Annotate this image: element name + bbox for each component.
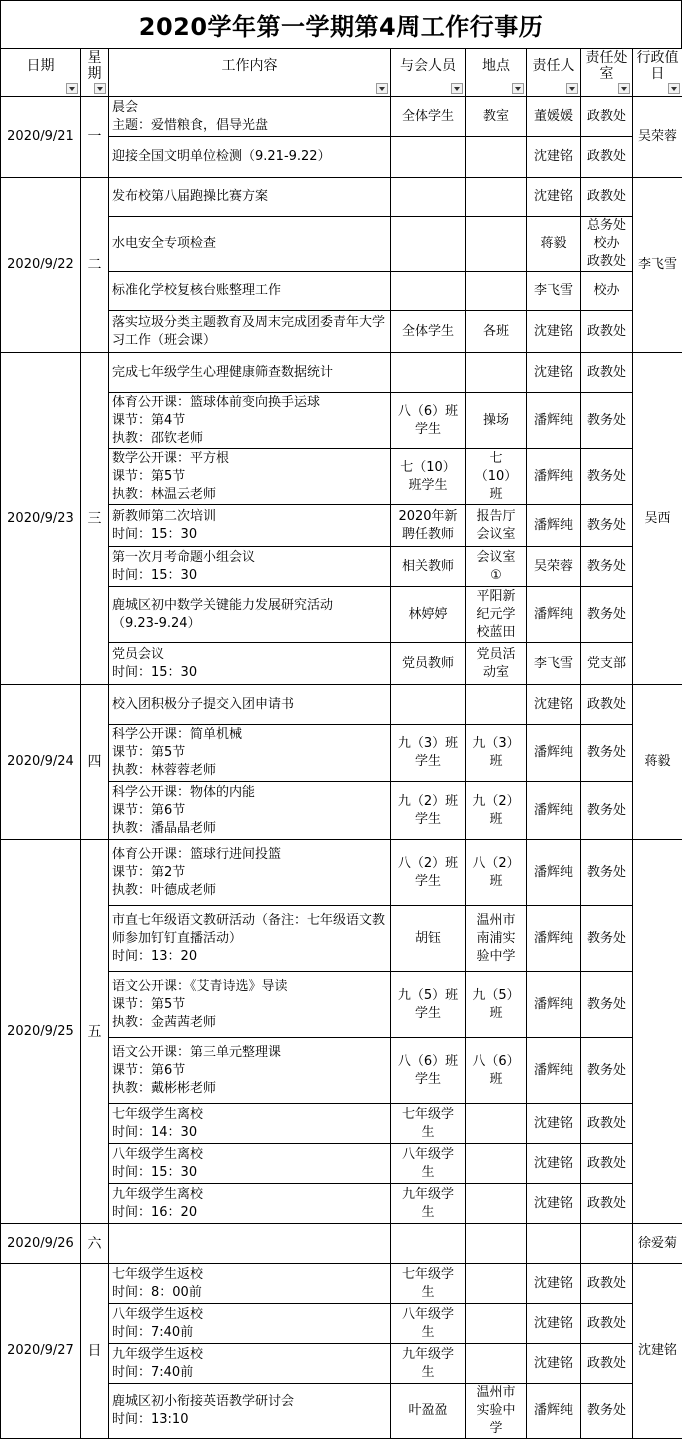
location-cell[interactable] — [466, 353, 527, 393]
duty-officer-cell[interactable]: 沈建铭 — [633, 1264, 682, 1439]
dept-cell[interactable]: 教务处 — [581, 393, 633, 449]
weekday-cell[interactable]: 一 — [81, 97, 109, 178]
work-content-cell[interactable]: 鹿城区初中数学关键能力发展研究活动 （9.23-9.24） — [109, 587, 391, 643]
table-row — [1, 97, 682, 137]
dept-cell[interactable]: 教务处 — [581, 587, 633, 643]
attendees-cell[interactable]: 相关教师 — [391, 547, 466, 587]
dept-cell[interactable]: 政教处 — [581, 1344, 633, 1384]
date-cell[interactable]: 2020/9/27 — [1, 1264, 81, 1439]
work-content-cell[interactable]: 语文公开课：《艾青诗选》导读 课节：第5节 执教：金茜茜老师 — [109, 972, 391, 1038]
work-content-cell[interactable] — [109, 1224, 391, 1264]
work-content-cell[interactable]: 党员会议 时间：15：30 — [109, 643, 391, 685]
work-content-cell[interactable]: 科学公开课：简单机械 课节：第5节 执教：林蓉蓉老师 — [109, 725, 391, 782]
attendees-cell[interactable] — [391, 353, 466, 393]
duty-officer-cell[interactable]: 李飞雪 — [633, 178, 682, 353]
responsible-cell[interactable]: 沈建铭 — [527, 1264, 581, 1304]
dept-cell[interactable]: 政教处 — [581, 685, 633, 725]
table-row — [1, 353, 682, 393]
column-header-weekday: 星期 — [81, 49, 109, 97]
weekday-cell[interactable]: 六 — [81, 1224, 109, 1264]
column-header-location: 地点 — [466, 49, 527, 97]
responsible-cell[interactable]: 沈建铭 — [527, 353, 581, 393]
responsible-cell[interactable]: 潘辉纯 — [527, 782, 581, 840]
attendees-cell[interactable]: 九（5）班 学生 — [391, 972, 466, 1038]
location-cell[interactable]: 会议室 ① — [466, 547, 527, 587]
filter-dropdown-icon[interactable] — [668, 83, 680, 94]
schedule-table — [0, 48, 682, 1439]
column-header-responsible: 责任人 — [527, 49, 581, 97]
attendees-cell[interactable]: 八年级学 生 — [391, 1304, 466, 1344]
dept-cell[interactable]: 教务处 — [581, 725, 633, 782]
work-content-cell[interactable]: 科学公开课：物体的内能 课节：第6节 执教：潘晶晶老师 — [109, 782, 391, 840]
date-cell[interactable]: 2020/9/25 — [1, 840, 81, 1224]
location-cell[interactable] — [466, 217, 527, 272]
date-cell[interactable]: 2020/9/26 — [1, 1224, 81, 1264]
dept-cell[interactable]: 政教处 — [581, 1104, 633, 1144]
dept-cell[interactable] — [581, 1224, 633, 1264]
dept-cell[interactable]: 教务处 — [581, 906, 633, 972]
attendees-cell[interactable] — [391, 685, 466, 725]
work-content-cell[interactable]: 九年级学生离校 时间：16：20 — [109, 1184, 391, 1224]
work-content-cell[interactable]: 鹿城区初小衔接英语教学研讨会 时间：13:10 — [109, 1384, 391, 1439]
responsible-cell[interactable]: 潘辉纯 — [527, 449, 581, 505]
responsible-cell[interactable]: 沈建铭 — [527, 1144, 581, 1184]
responsible-cell[interactable]: 潘辉纯 — [527, 1384, 581, 1439]
weekday-cell[interactable]: 二 — [81, 178, 109, 353]
location-cell[interactable]: 教室 — [466, 97, 527, 137]
attendees-cell[interactable]: 七年级学 生 — [391, 1104, 466, 1144]
work-content-cell[interactable]: 八年级学生返校 时间：7:40前 — [109, 1304, 391, 1344]
work-content-cell[interactable]: 九年级学生返校 时间：7:40前 — [109, 1344, 391, 1384]
attendees-cell[interactable]: 九年级学 生 — [391, 1344, 466, 1384]
responsible-cell[interactable]: 沈建铭 — [527, 1104, 581, 1144]
location-cell[interactable] — [466, 137, 527, 178]
duty-officer-cell[interactable]: 吴西 — [633, 353, 682, 685]
filter-dropdown-icon[interactable] — [618, 83, 630, 94]
attendees-cell[interactable]: 叶盈盈 — [391, 1384, 466, 1439]
location-cell[interactable]: 报告厅 会议室 — [466, 505, 527, 547]
attendees-cell[interactable]: 九年级学 生 — [391, 1184, 466, 1224]
location-cell[interactable]: 温州市 实验中 学 — [466, 1384, 527, 1439]
dept-cell[interactable]: 总务处 校办 政教处 — [581, 217, 633, 272]
attendees-cell[interactable]: 全体学生 — [391, 97, 466, 137]
dept-cell[interactable]: 政教处 — [581, 178, 633, 217]
filter-dropdown-icon[interactable] — [512, 83, 524, 94]
work-content-cell[interactable]: 市直七年级语文教研活动（备注：七年级语文教师参加钉钉直播活动） 时间：13：20 — [109, 906, 391, 972]
table-row — [1, 840, 682, 906]
responsible-cell[interactable]: 潘辉纯 — [527, 972, 581, 1038]
responsible-cell[interactable]: 李飞雪 — [527, 272, 581, 311]
column-header-date: 日期 — [1, 49, 81, 97]
dept-cell[interactable]: 教务处 — [581, 972, 633, 1038]
location-cell[interactable]: 各班 — [466, 311, 527, 353]
location-cell[interactable]: 九（2） 班 — [466, 782, 527, 840]
location-cell[interactable] — [466, 1264, 527, 1304]
work-content-cell[interactable]: 体育公开课：篮球行进间投篮 课节：第2节 执教：叶德成老师 — [109, 840, 391, 906]
page-title: 2020学年第一学期第4周工作行事历 — [0, 0, 682, 48]
dept-cell[interactable]: 教务处 — [581, 782, 633, 840]
dept-cell[interactable]: 政教处 — [581, 353, 633, 393]
responsible-cell[interactable]: 吴荣蓉 — [527, 547, 581, 587]
work-content-cell[interactable]: 水电安全专项检查 — [109, 217, 391, 272]
attendees-cell[interactable]: 2020年新 聘任教师 — [391, 505, 466, 547]
dept-cell[interactable]: 政教处 — [581, 1264, 633, 1304]
work-content-cell[interactable]: 体育公开课：篮球体前变向换手运球 课节：第4节 执教：邵钦老师 — [109, 393, 391, 449]
work-content-cell[interactable]: 标准化学校复核台账整理工作 — [109, 272, 391, 311]
dept-cell[interactable]: 教务处 — [581, 505, 633, 547]
dept-cell[interactable]: 政教处 — [581, 1184, 633, 1224]
dept-cell[interactable]: 政教处 — [581, 311, 633, 353]
location-cell[interactable] — [466, 1144, 527, 1184]
location-cell[interactable]: 党员活 动室 — [466, 643, 527, 685]
location-cell[interactable]: 操场 — [466, 393, 527, 449]
work-content-cell[interactable]: 落实垃圾分类主题教育及周末完成团委青年大学习工作（班会课） — [109, 311, 391, 353]
table-row — [1, 1264, 682, 1304]
filter-dropdown-icon[interactable] — [376, 83, 388, 94]
dept-cell[interactable]: 政教处 — [581, 97, 633, 137]
table-row — [1, 685, 682, 725]
duty-officer-cell[interactable]: 吴荣蓉 — [633, 97, 682, 178]
attendees-cell[interactable] — [391, 178, 466, 217]
responsible-cell[interactable]: 潘辉纯 — [527, 393, 581, 449]
column-header-content: 工作内容 — [109, 49, 391, 97]
date-cell[interactable]: 2020/9/21 — [1, 97, 81, 178]
date-cell[interactable]: 2020/9/24 — [1, 685, 81, 840]
dept-cell[interactable]: 教务处 — [581, 547, 633, 587]
location-cell[interactable] — [466, 1344, 527, 1384]
attendees-cell[interactable] — [391, 217, 466, 272]
weekday-cell[interactable]: 日 — [81, 1264, 109, 1439]
attendees-cell[interactable]: 九（2）班 学生 — [391, 782, 466, 840]
filter-dropdown-icon[interactable] — [451, 83, 463, 94]
responsible-cell[interactable]: 蒋毅 — [527, 217, 581, 272]
dept-cell[interactable]: 教务处 — [581, 1384, 633, 1439]
work-content-cell[interactable]: 发布校第八届跑操比赛方案 — [109, 178, 391, 217]
attendees-cell[interactable]: 胡钰 — [391, 906, 466, 972]
location-cell[interactable]: 平阳新 纪元学 校蓝田 — [466, 587, 527, 643]
location-cell[interactable] — [466, 685, 527, 725]
location-cell[interactable] — [466, 178, 527, 217]
responsible-cell[interactable]: 潘辉纯 — [527, 1038, 581, 1104]
dept-cell[interactable]: 校办 — [581, 272, 633, 311]
attendees-cell[interactable] — [391, 272, 466, 311]
responsible-cell[interactable]: 潘辉纯 — [527, 587, 581, 643]
responsible-cell[interactable] — [527, 1224, 581, 1264]
responsible-cell[interactable]: 李飞雪 — [527, 643, 581, 685]
attendees-cell[interactable]: 八（6）班 学生 — [391, 393, 466, 449]
work-content-cell[interactable]: 校入团积极分子提交入团申请书 — [109, 685, 391, 725]
work-content-cell[interactable]: 迎接全国文明单位检测（9.21-9.22） — [109, 137, 391, 178]
responsible-cell[interactable]: 沈建铭 — [527, 1304, 581, 1344]
responsible-cell[interactable]: 潘辉纯 — [527, 505, 581, 547]
attendees-cell[interactable]: 七（10） 班学生 — [391, 449, 466, 505]
table-row — [1, 1224, 682, 1264]
weekday-cell[interactable]: 四 — [81, 685, 109, 840]
dept-cell[interactable]: 教务处 — [581, 449, 633, 505]
work-content-cell[interactable]: 数学公开课：平方根 课节：第5节 执教：林温云老师 — [109, 449, 391, 505]
responsible-cell[interactable]: 沈建铭 — [527, 311, 581, 353]
dept-cell[interactable]: 政教处 — [581, 137, 633, 178]
dept-cell[interactable]: 党支部 — [581, 643, 633, 685]
responsible-cell[interactable]: 沈建铭 — [527, 137, 581, 178]
responsible-cell[interactable]: 沈建铭 — [527, 1184, 581, 1224]
work-content-cell[interactable]: 第一次月考命题小组会议 时间：15：30 — [109, 547, 391, 587]
location-cell[interactable]: 八（2） 班 — [466, 840, 527, 906]
dept-cell[interactable]: 政教处 — [581, 1304, 633, 1344]
location-cell[interactable] — [466, 1304, 527, 1344]
attendees-cell[interactable]: 八（2）班 学生 — [391, 840, 466, 906]
location-cell[interactable] — [466, 1104, 527, 1144]
attendees-cell[interactable]: 林婷婷 — [391, 587, 466, 643]
column-header-dept: 责任处室 — [581, 49, 633, 97]
work-content-cell[interactable]: 晨会 主题：爱惜粮食，倡导光盘 — [109, 97, 391, 137]
duty-officer-cell[interactable]: 徐爱菊 — [633, 1224, 682, 1264]
work-content-cell[interactable]: 七年级学生离校 时间：14：30 — [109, 1104, 391, 1144]
location-cell[interactable]: 九（3） 班 — [466, 725, 527, 782]
filter-dropdown-icon[interactable] — [566, 83, 578, 94]
attendees-cell[interactable]: 八（6）班 学生 — [391, 1038, 466, 1104]
duty-officer-cell[interactable]: 蒋毅 — [633, 685, 682, 840]
location-cell[interactable] — [466, 1224, 527, 1264]
location-cell[interactable]: 七 （10） 班 — [466, 449, 527, 505]
header-row — [1, 49, 682, 97]
responsible-cell[interactable]: 潘辉纯 — [527, 906, 581, 972]
table-row — [1, 178, 682, 217]
filter-dropdown-icon[interactable] — [94, 83, 106, 94]
weekday-cell[interactable]: 三 — [81, 353, 109, 685]
attendees-cell[interactable] — [391, 1224, 466, 1264]
location-cell[interactable]: 八（6） 班 — [466, 1038, 527, 1104]
work-content-cell[interactable]: 八年级学生离校 时间：15：30 — [109, 1144, 391, 1184]
responsible-cell[interactable]: 沈建铭 — [527, 685, 581, 725]
work-content-cell[interactable]: 新教师第二次培训 时间：15：30 — [109, 505, 391, 547]
duty-officer-cell[interactable] — [633, 840, 682, 1224]
responsible-cell[interactable]: 潘辉纯 — [527, 725, 581, 782]
work-content-cell[interactable]: 完成七年级学生心理健康筛查数据统计 — [109, 353, 391, 393]
location-cell[interactable] — [466, 272, 527, 311]
filter-dropdown-icon[interactable] — [66, 83, 78, 94]
attendees-cell[interactable]: 党员教师 — [391, 643, 466, 685]
dept-cell[interactable]: 政教处 — [581, 1144, 633, 1184]
column-header-duty: 行政值日 — [633, 49, 682, 97]
location-cell[interactable]: 九（5） 班 — [466, 972, 527, 1038]
dept-cell[interactable]: 教务处 — [581, 840, 633, 906]
responsible-cell[interactable]: 董媛媛 — [527, 97, 581, 137]
responsible-cell[interactable]: 沈建铭 — [527, 178, 581, 217]
column-header-attendees: 与会人员 — [391, 49, 466, 97]
attendees-cell[interactable] — [391, 137, 466, 178]
date-cell[interactable]: 2020/9/22 — [1, 178, 81, 353]
dept-cell[interactable]: 教务处 — [581, 1038, 633, 1104]
responsible-cell[interactable]: 沈建铭 — [527, 1344, 581, 1384]
work-content-cell[interactable]: 语文公开课：第三单元整理课 课节：第6节 执教：戴彬彬老师 — [109, 1038, 391, 1104]
location-cell[interactable]: 温州市 南浦实 验中学 — [466, 906, 527, 972]
responsible-cell[interactable]: 潘辉纯 — [527, 840, 581, 906]
work-content-cell[interactable]: 七年级学生返校 时间：8：00前 — [109, 1264, 391, 1304]
attendees-cell[interactable]: 八年级学 生 — [391, 1144, 466, 1184]
date-cell[interactable]: 2020/9/23 — [1, 353, 81, 685]
location-cell[interactable] — [466, 1184, 527, 1224]
attendees-cell[interactable]: 全体学生 — [391, 311, 466, 353]
attendees-cell[interactable]: 九（3）班 学生 — [391, 725, 466, 782]
weekday-cell[interactable]: 五 — [81, 840, 109, 1224]
attendees-cell[interactable]: 七年级学 生 — [391, 1264, 466, 1304]
